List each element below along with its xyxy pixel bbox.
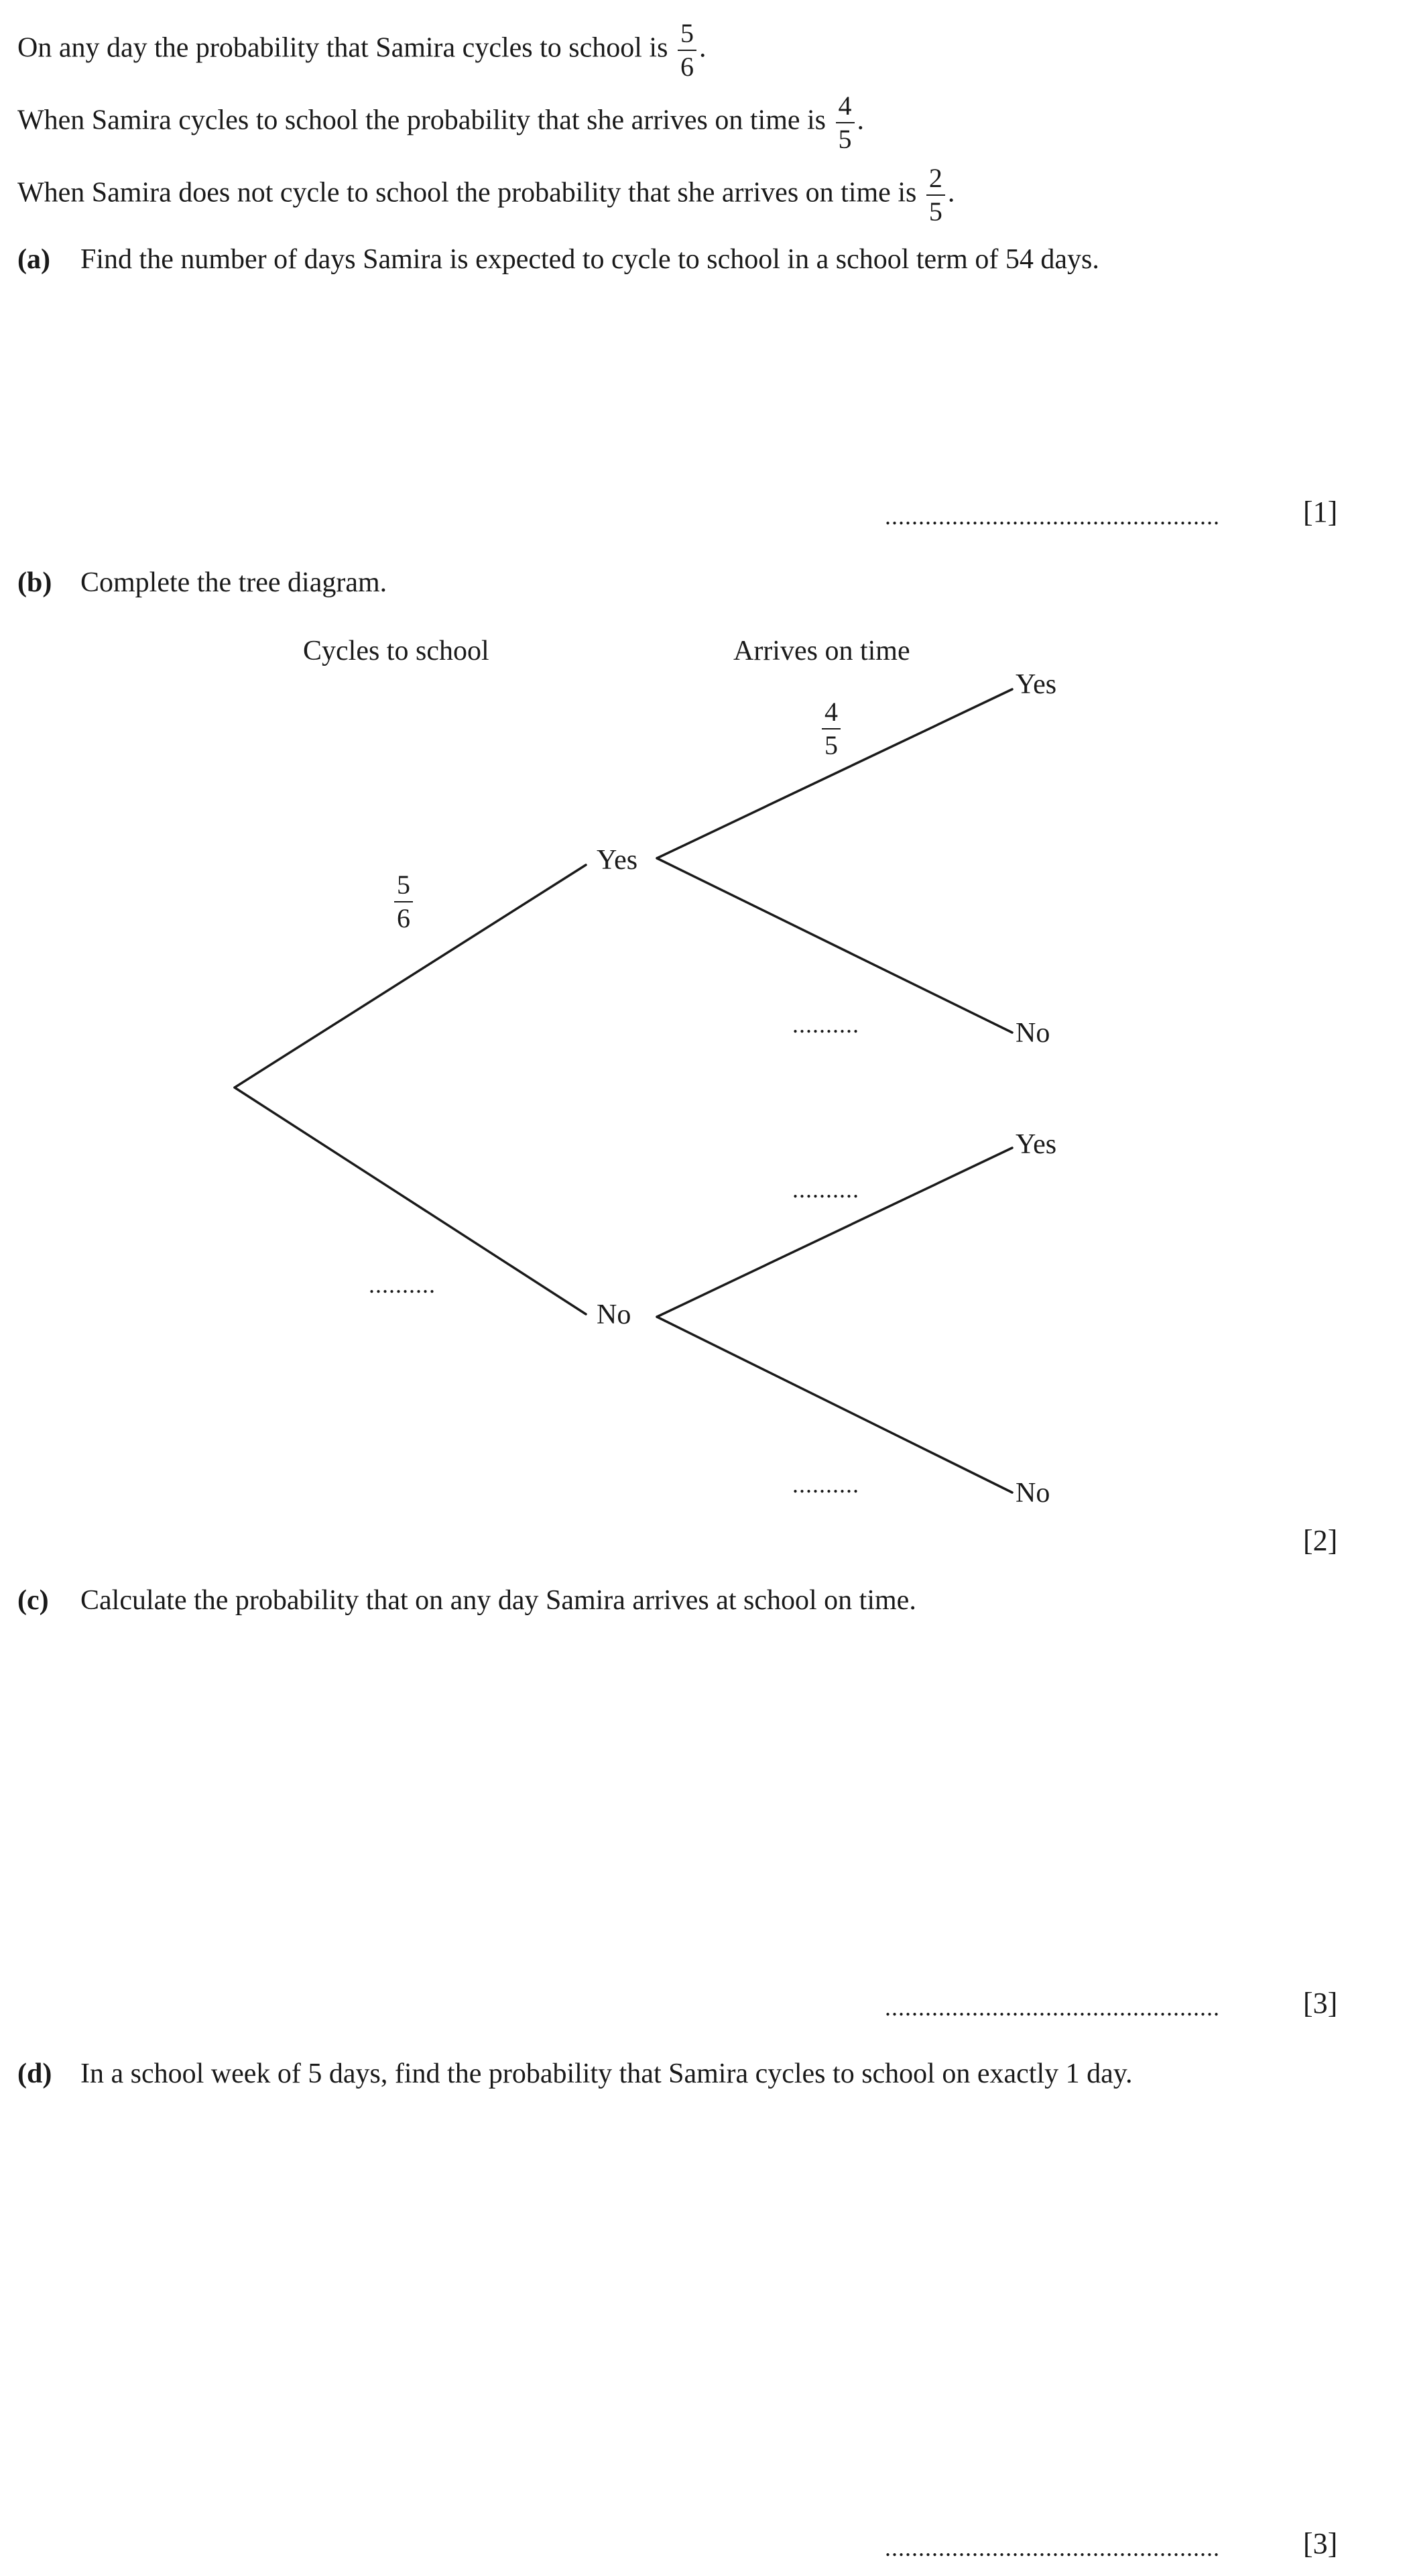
fraction-numerator: 4 xyxy=(836,93,855,123)
blank-prob-cycles-no[interactable]: .......... xyxy=(369,1271,436,1298)
intro-line-1-period: . xyxy=(698,32,707,64)
part-b-label: (b) xyxy=(17,567,52,598)
node-yes-ontime-yes: Yes xyxy=(1016,669,1057,700)
part-c-marks: [3] xyxy=(1303,1987,1338,2019)
part-b-marks: [2] xyxy=(1303,1524,1338,1557)
node-no-ontime-no: No xyxy=(1016,1478,1050,1509)
node-no-ontime-yes: Yes xyxy=(1016,1129,1057,1160)
fraction-denominator: 6 xyxy=(397,903,410,933)
node-cycles-yes: Yes xyxy=(597,845,638,876)
fraction-numerator: 4 xyxy=(822,699,841,729)
fraction-denominator: 6 xyxy=(680,52,694,82)
blank-prob-no-ontime-yes[interactable]: .......... xyxy=(792,1176,859,1203)
branch-no-yes xyxy=(657,1148,1012,1317)
part-a-marks: [1] xyxy=(1303,495,1338,528)
part-a-answer-line[interactable]: .................................................. xyxy=(885,503,1220,530)
part-a-label: (a) xyxy=(17,244,50,275)
blank-prob-yes-ontime-no[interactable]: .......... xyxy=(792,1011,859,1038)
part-c-answer-line[interactable]: .................................................. xyxy=(885,1994,1220,2021)
intro-line-1-text: On any day the probability that Samira cycles to school is xyxy=(17,32,668,64)
node-yes-ontime-no: No xyxy=(1016,1018,1050,1049)
branch-no-no xyxy=(657,1317,1012,1492)
intro-line-2-text: When Samira cycles to school the probability that she arrives on time is xyxy=(17,105,827,136)
prob-yes-ontime-yes xyxy=(822,699,841,759)
tree-header-arrives: Arrives on time xyxy=(733,636,910,666)
blank-prob-no-ontime-no[interactable]: .......... xyxy=(792,1471,859,1498)
branch-yes-no xyxy=(657,858,1012,1033)
fraction-numerator: 2 xyxy=(926,165,945,196)
tree-header-cycles: Cycles to school xyxy=(303,636,489,666)
part-b-question: Complete the tree diagram. xyxy=(80,567,387,598)
part-c-question: Calculate the probability that on any day Samira arrives at school on time. xyxy=(80,1585,916,1616)
fraction-denominator: 5 xyxy=(838,124,852,154)
intro-line-3-text: When Samira does not cycle to school the probability that she arrives on time is xyxy=(17,177,917,209)
part-d-label: (d) xyxy=(17,2058,52,2089)
node-cycles-no: No xyxy=(597,1299,631,1330)
part-c-label: (c) xyxy=(17,1585,49,1616)
intro-line-3-period: . xyxy=(947,177,955,209)
prob-cycles-yes xyxy=(394,872,413,932)
fraction-numerator: 5 xyxy=(394,872,413,902)
part-d-question: In a school week of 5 days, find the probability that Samira cycles to school on exactly 1 day. xyxy=(80,2058,1133,2089)
part-a-question: Find the number of days Samira is expected to cycle to school in a school term of 54 days. xyxy=(80,244,1099,275)
intro-line-2-period: . xyxy=(857,105,865,136)
part-d-marks: [3] xyxy=(1303,2527,1338,2560)
fraction-numerator: 5 xyxy=(678,20,696,51)
fraction-denominator: 5 xyxy=(928,196,942,227)
part-d-answer-line[interactable]: .................................................. xyxy=(885,2534,1220,2561)
fraction-denominator: 5 xyxy=(824,730,838,760)
